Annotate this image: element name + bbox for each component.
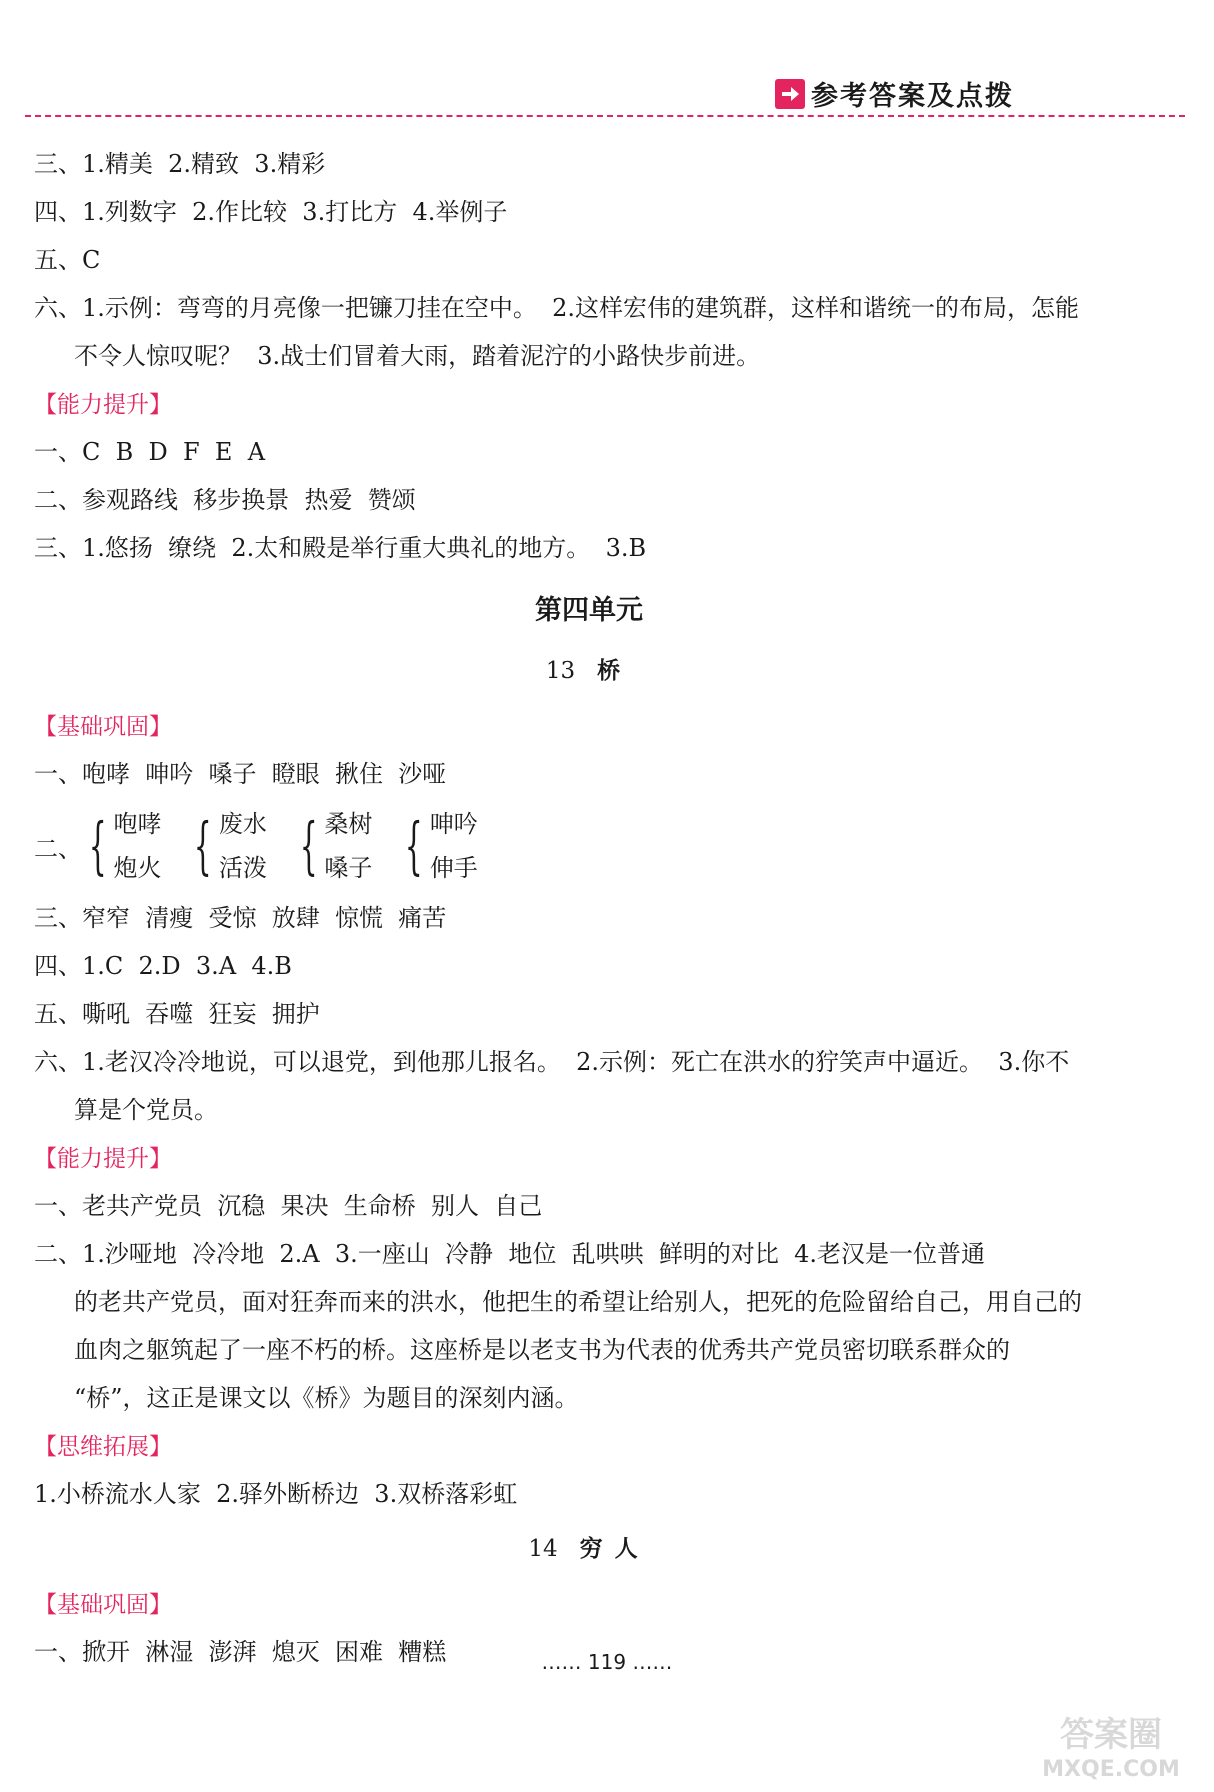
section-tag: 【能力提升】 (34, 1146, 172, 1172)
lesson-number: 14 (528, 1536, 558, 1562)
answer-line: 1.小桥流水人家 2.驿外断桥边 3.双桥落彩虹 (34, 1480, 518, 1508)
unit-title: 第四单元 (535, 595, 643, 626)
header-divider (25, 115, 1185, 117)
answer-line: 一、C B D F E A (34, 438, 266, 466)
header-title: 参考答案及点拨 (811, 81, 1014, 112)
answer-line: 二、1.沙哑地 冷冷地 2.A 3.一座山 冷静 地位 乱哄哄 鲜明的对比 4.老汉是一位普通 (34, 1240, 985, 1268)
answer-line: 四、1.C 2.D 3.A 4.B (34, 952, 292, 980)
brace-group (82, 802, 161, 890)
answer-line: “桥”，这正是课文以《桥》为题目的深刻内涵。 (74, 1384, 579, 1412)
section-tag: 【思维拓展】 (34, 1434, 172, 1460)
brace-word: 炮火 (113, 854, 162, 882)
brace-group (293, 802, 372, 890)
answer-line: 六、1.老汉冷冷地说，可以退党，到他那儿报名。 2.示例：死亡在洪水的狞笑声中逼近。 3.你不 (34, 1048, 1070, 1076)
brace-word: 桑树 (324, 810, 373, 838)
arrow-right-icon (775, 79, 805, 109)
section-tag: 【基础巩固】 (34, 714, 172, 740)
answer-line: 的老共产党员，面对狂奔而来的洪水，他把生的希望让给别人，把死的危险留给自己，用自己的 (74, 1288, 1082, 1316)
left-brace-icon: { (299, 809, 318, 882)
answer-line: 五、嘶吼 吞噬 狂妄 拥护 (34, 1000, 320, 1028)
answer-line: 三、窄窄 清瘦 受惊 放肆 惊慌 痛苦 (34, 904, 447, 932)
brace-group (187, 802, 266, 890)
brace-word: 废水 (218, 810, 267, 838)
lesson-name: 桥 (597, 657, 633, 684)
brace-answer-row (34, 798, 1144, 894)
brace-word: 伸手 (429, 854, 478, 882)
answer-line: 四、1.列数字 2.作比较 3.打比方 4.举例子 (34, 198, 508, 226)
brace-word: 咆哮 (113, 810, 162, 838)
brace-word: 活泼 (218, 854, 267, 882)
lesson-name: 穷人 (579, 1535, 650, 1562)
answer-line: 不令人惊叹呢？ 3.战士们冒着大雨，踏着泥泞的小路快步前进。 (74, 342, 761, 370)
lesson-title (34, 640, 1144, 702)
left-brace-icon: { (194, 809, 213, 882)
answer-line: 五、C (34, 246, 101, 274)
brace-word: 嗓子 (324, 854, 373, 882)
brace-prefix: 二、 (34, 834, 82, 863)
answer-line: 六、1.示例：弯弯的月亮像一把镰刀挂在空中。 2.这样宏伟的建筑群，这样和谐统一的布局，怎能 (34, 294, 1080, 322)
watermark-logo (1026, 1704, 1196, 1784)
brace-word: 呻吟 (429, 810, 478, 838)
left-brace-icon: { (88, 809, 107, 882)
answer-content (34, 140, 1144, 1676)
answer-line: 一、老共产党员 沉稳 果决 生命桥 别人 自己 (34, 1192, 543, 1220)
answer-line: 算是个党员。 (74, 1096, 218, 1124)
section-tag: 【能力提升】 (34, 392, 172, 418)
page-number: …… 119 …… (541, 1650, 673, 1674)
answer-line: 三、1.悠扬 缭绕 2.太和殿是举行重大典礼的地方。 3.B (34, 534, 647, 562)
svg-text:MXQE.COM: MXQE.COM (1042, 1757, 1180, 1782)
answer-line: 二、参观路线 移步换景 热爱 赞颂 (34, 486, 416, 514)
svg-text:答案圈: 答案圈 (1060, 1715, 1162, 1755)
section-tag: 【基础巩固】 (34, 1592, 172, 1618)
answer-line: 一、咆哮 呻吟 嗓子 瞪眼 揪住 沙哑 (34, 760, 447, 788)
answer-line: 血肉之躯筑起了一座不朽的桥。这座桥是以老支书为代表的优秀共产党员密切联系群众的 (74, 1336, 1010, 1364)
lesson-title (34, 1518, 1144, 1580)
left-brace-icon: { (405, 809, 423, 882)
answer-line: 一、掀开 淋湿 澎湃 熄灭 困难 糟糕 (34, 1638, 447, 1666)
page-header (775, 74, 1014, 113)
answer-line: 三、1.精美 2.精致 3.精彩 (34, 150, 326, 178)
lesson-number: 13 (545, 658, 576, 684)
brace-group (398, 802, 477, 890)
